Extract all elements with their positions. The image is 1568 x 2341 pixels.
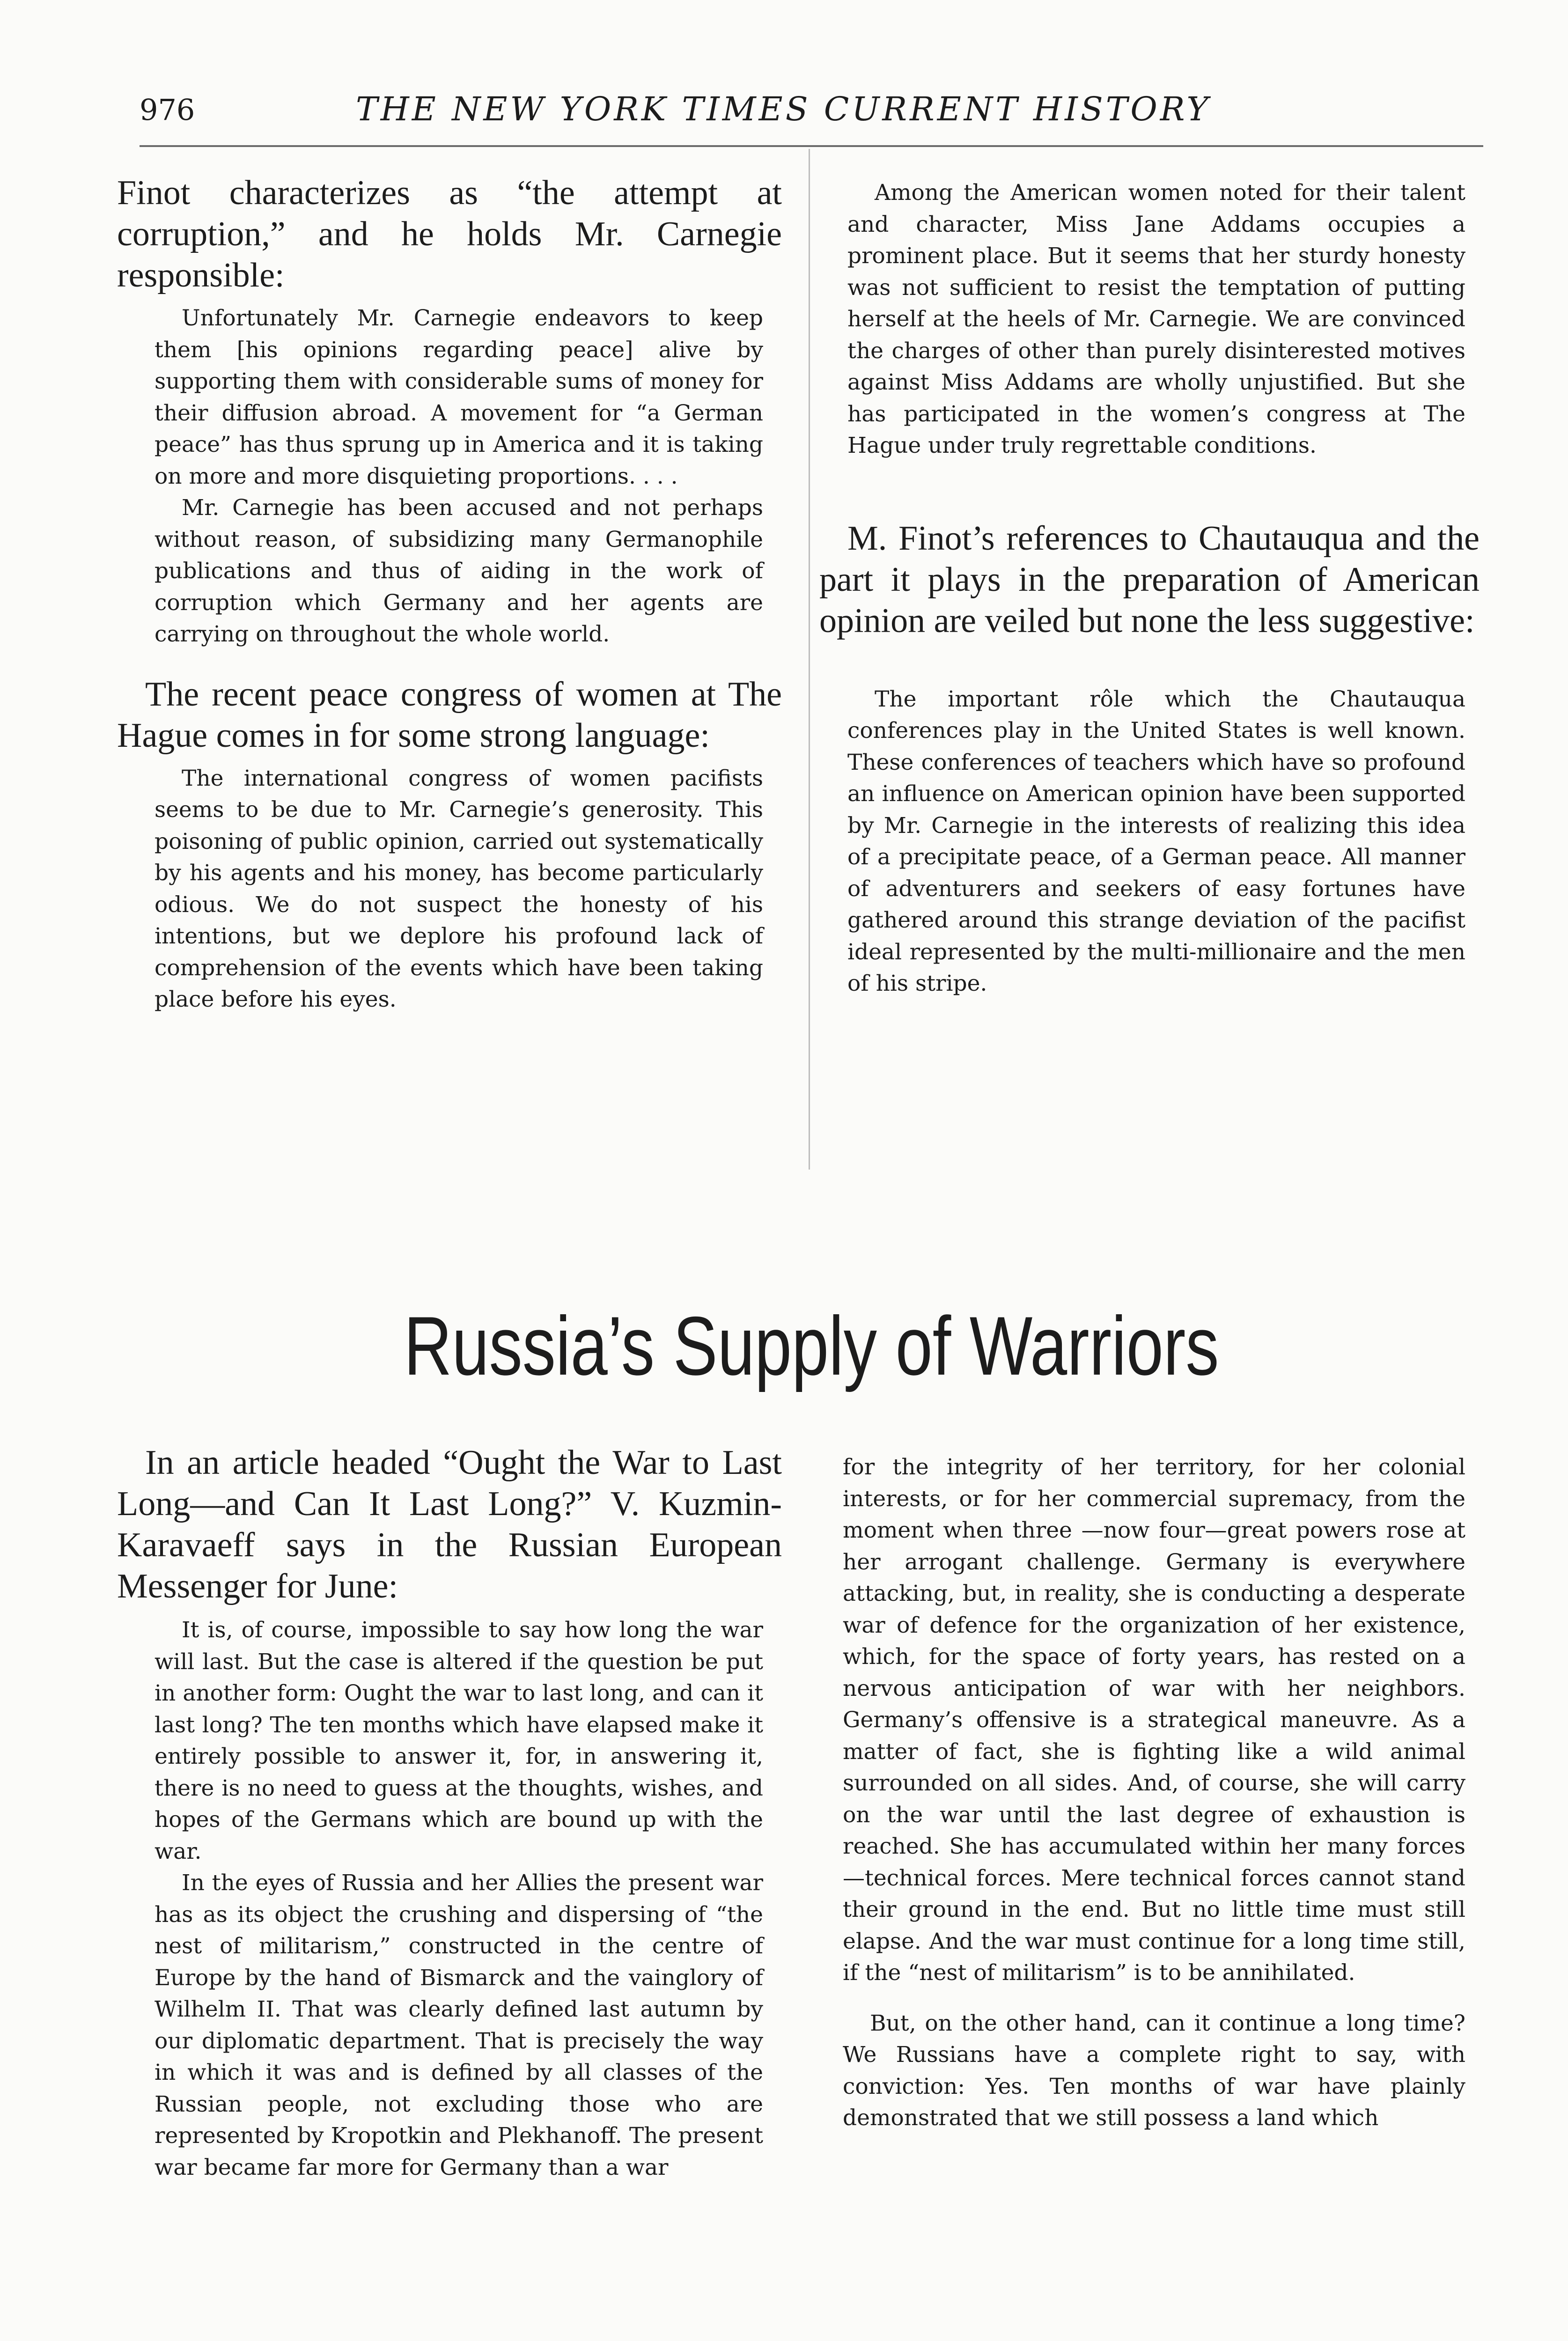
quote-paragraph: Mr. Carnegie has been accused and not perhaps without reason, of subsidizing many Germanophile publications and thus of aiding in the work of corruption which Germany and her agents are carrying on throughout the whole world.	[155, 495, 763, 647]
body-paragraph: for the integrity of her territory, for her colonial interests, or for her commercial supremacy, from the moment when three —now four—great powers rose at her arrogant challenge. Germany is everywhere attacking, but, in reality, she is conducting a desperate war of defence for the organization of her existence, which, for the space of forty years, has rested on a nervous anticipation of war with her neighbors. Germany’s offensive is a strategical maneuvre. As a matter of fact, she is fighting like a wild animal surrounded on all sides. And, of course, she will carry on the war until the last degree of exhaustion is reached. She has accumulated within her many forces—technical forces. Mere technical forces cannot stand their ground in the end. But no little time must still elapse. And the war must continue for a long time still, if the “nest of militarism” is to be annihilated.	[843, 1454, 1465, 1986]
article-right-column	[824, 1451, 1480, 2134]
top-right-column	[819, 177, 1480, 1000]
article-left-column	[117, 1442, 782, 2183]
quote-paragraph: Unfortunately Mr. Carnegie endeavors to keep them [his opinions regarding peace] alive by supporting them with considerable sums of money for their diffusion abroad. A movement for “a German peace” has thus sprung up in America and it is taking on more and more disquieting proportions. . . .	[155, 305, 763, 489]
top-left-column	[117, 172, 782, 1016]
body-paragraph: In the eyes of Russia and her Allies the present war has as its object the crushing and dispersing of “the nest of militarism,” constructed in the centre of Europe by the hand of Bismarck and the vainglory of Wilhelm II. That was clearly defined last autumn by our diplomatic department. That is precisely the way in which it was and is defined by all classes of the Russian people, not excluding those who are represented by Kropotkin and Plekhanoff. The present war became far more for Germany than a war	[155, 1870, 763, 2180]
body-paragraph: But, on the other hand, can it continue a long time? We Russians have a complete right to say, with conviction: Yes. Ten months of war have plainly demonstrated that we still possess a land which	[843, 2010, 1465, 2131]
running-title: THE NEW YORK TIMES CURRENT HISTORY	[356, 90, 1211, 128]
quote-paragraph: The important rôle which the Chautauqua conferences play in the United States is well known. These conferences of teachers which have so profound an influence on American opinion have been supported by Mr. Carnegie in the interests of realizing this idea of a precipitate peace, of a German peace. All manner of adventurers and seekers of easy fortunes have gathered around this strange deviation of the pacifist ideal represented by the multi-millionaire and the men of his stripe.	[847, 686, 1465, 996]
body-paragraph: It is, of course, impossible to say how long the war will last. But the case is altered if the question be put in another form: Ought the war to last long, and can it last long? The ten months which have elapsed make it entirely possible to answer it, for, in answering it, there is no need to guess at the thoughts, wishes, and hopes of the Germans which are bound up with the war.	[155, 1617, 763, 1864]
lead-paragraph: M. Finot’s references to Chautauqua and the part it plays in the preparation of American opinion are veiled but none the less suggestive:	[819, 519, 1480, 640]
quote-paragraph: The international congress of women pacifists seems to be due to Mr. Carnegie’s generosity. This poisoning of public opinion, carried out systematically by his agents and his money, has become particularly odious. We do not suspect the honesty of his intentions, but we deplore his profound lack of comprehension of the events which have been taking place before his eyes.	[155, 765, 763, 1012]
header-rule	[140, 145, 1483, 147]
lead-paragraph: The recent peace congress of women at The Hague comes in for some strong language:	[117, 675, 782, 755]
intro-paragraph: Finot characterizes as “the attempt at corruption,” and he holds Mr. Carnegie responsible:	[117, 174, 782, 294]
page-number: 976	[140, 93, 195, 127]
column-divider	[809, 149, 810, 1170]
article-title: Russia’s Supply of Warriors	[404, 1299, 1219, 1392]
quote-paragraph: Among the American women noted for their talent and character, Miss Jane Addams occupies a prominent place. But it seems that her sturdy honesty was not sufficient to resist the temptation of putting herself at the heels of Mr. Carnegie. We are convinced the charges of other than purely disinterested motives against Miss Addams are wholly unjustified. But she has participated in the women’s congress at The Hague under truly regrettable conditions.	[847, 180, 1465, 458]
lead-paragraph: In an article headed “Ought the War to Last Long—and Can It Last Long?” V. Kuzmin-Karavaeff says in the Russian European Messenger for June:	[117, 1443, 782, 1605]
